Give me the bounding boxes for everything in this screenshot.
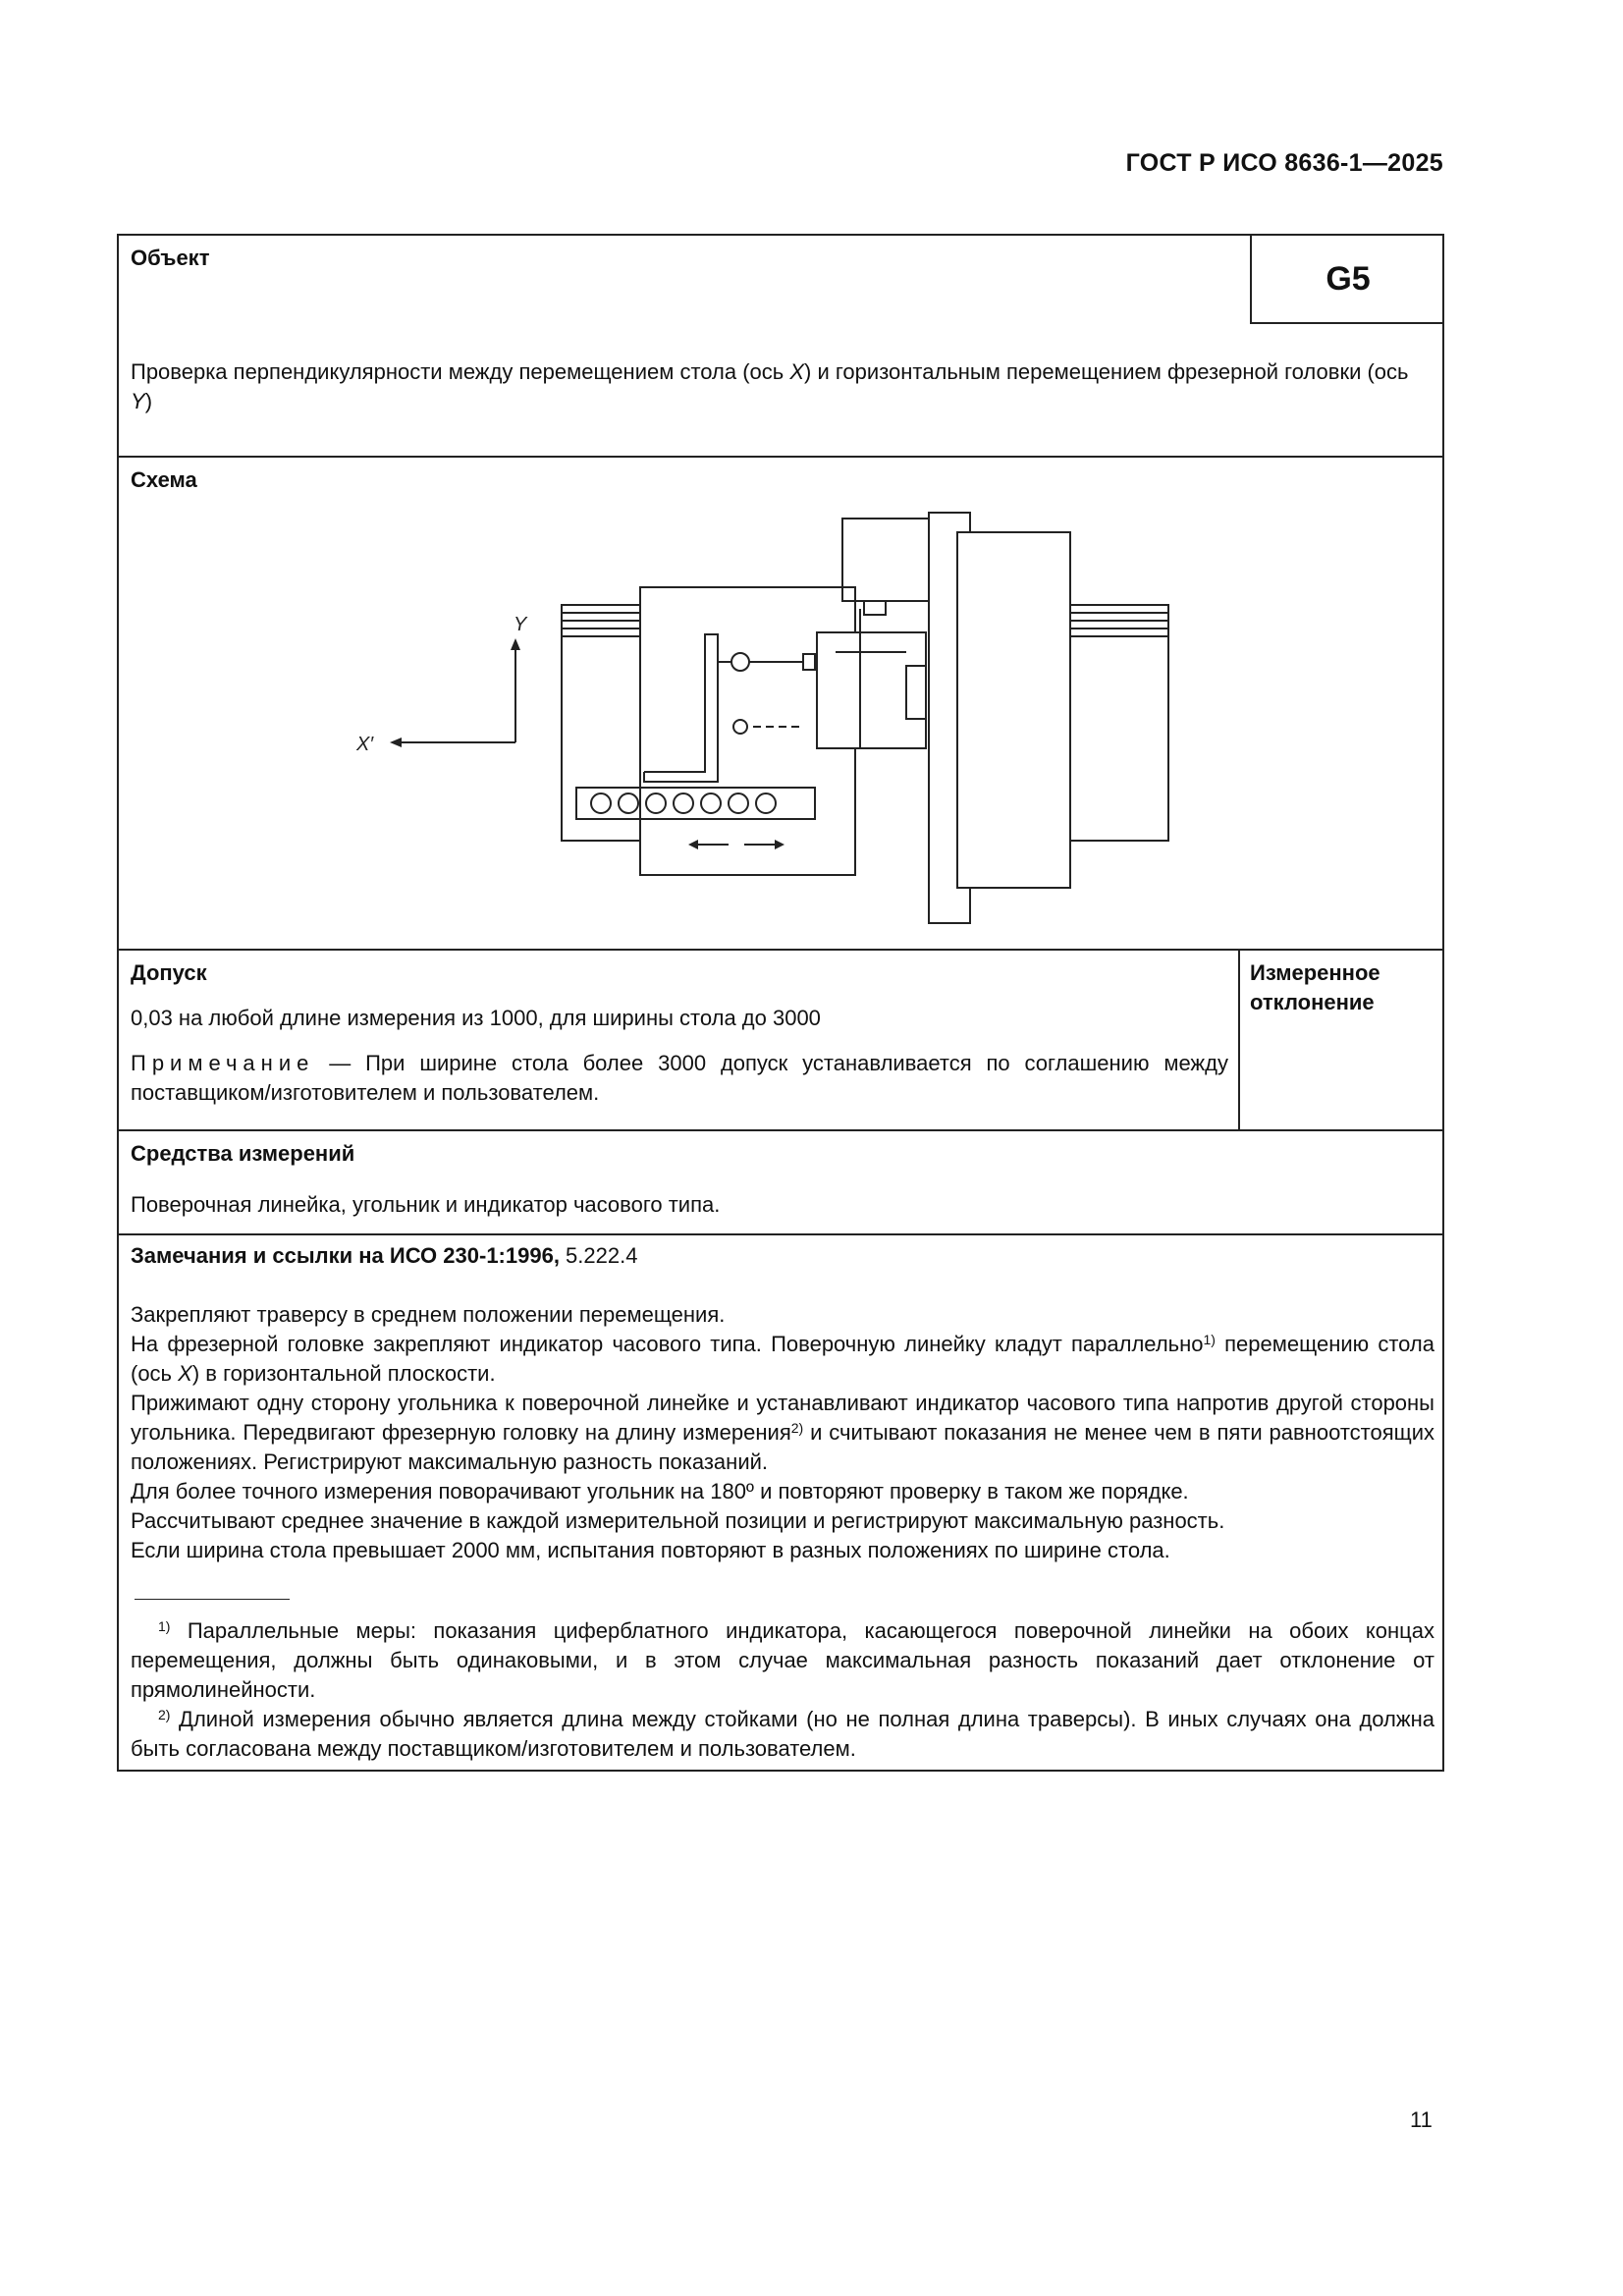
remarks-label: Замечания и ссылки на ИСО 230-1:1996, <box>131 1243 560 1268</box>
x-axis-arrowhead <box>390 738 402 747</box>
table <box>957 532 1070 888</box>
instruments-text: Поверочная линейка, угольник и индикатор часового типа. <box>131 1192 721 1217</box>
document-code: ГОСТ Р ИСО 8636-1—2025 <box>1125 149 1443 177</box>
note-label: Примечание <box>131 1051 315 1075</box>
motion-arrow-left-head <box>688 840 698 849</box>
indicator-holder-upper <box>803 654 815 670</box>
motion-arrow-right-head <box>775 840 784 849</box>
footnote-ref-1: 1) <box>1203 1332 1216 1347</box>
remarks-text <box>131 1300 1434 1565</box>
axis-x-label: X′ <box>356 734 374 755</box>
y-axis-arrowhead <box>511 638 520 650</box>
scheme-label: Схема <box>131 467 197 492</box>
remarks-paragraph-1: Закрепляют траверсу в среднем положении перемещения. <box>131 1302 726 1327</box>
footnotes <box>131 1616 1434 1764</box>
object-label: Объект <box>131 246 210 270</box>
axis-y-label: Y <box>514 614 527 635</box>
test-code-box <box>1250 236 1444 324</box>
note-text: — При ширине стола более 3000 допуск устанавливается по соглашению между поставщиком/изготовителем и пользователем. <box>131 1051 1228 1105</box>
upper-block-tab <box>864 601 886 615</box>
divider-tolerance-instruments <box>119 1129 1442 1131</box>
square <box>644 634 718 782</box>
footnote-ref-2: 2) <box>790 1420 804 1436</box>
tolerance-note <box>131 1049 1228 1108</box>
straight-edge <box>576 788 815 819</box>
divider-instruments-remarks <box>119 1233 1442 1235</box>
right-rails <box>1070 605 1168 841</box>
remarks-heading <box>131 1241 637 1271</box>
divider-tolerance-deviation <box>1238 949 1240 1129</box>
indicator-dial-lower <box>733 720 747 734</box>
divider-scheme-tolerance <box>119 949 1442 951</box>
milling-head <box>817 632 926 748</box>
tolerance-label: Допуск <box>131 960 207 985</box>
footnote-2: $^{2)}$ Длиной измерения обычно является длина между стойками (но не полная длина траверсы). В иных случаях она должна быть согласована между поставщиком/изготовителем и пользователем. <box>131 1707 1434 1761</box>
remarks-paragraph-6: Если ширина стола превышает 2000 мм, испытания повторяют в разных положениях по ширине стола. <box>131 1538 1170 1562</box>
footnote-separator <box>135 1599 290 1600</box>
remarks-paragraph-3: Прижимают одну сторону угольника к поверочной линейке и устанавливают индикатор часового типа напротив другой стороны угольника. Передвигают фрезерную головку на длину измерения$^{2)}$ и считывают показания не менее чем в пяти равноотстоящих положениях. Регистрируют максимальную разность показаний. <box>131 1391 1435 1474</box>
left-rails <box>562 605 640 841</box>
tolerance-value: 0,03 на любой длине измерения из 1000, для ширины стола до 3000 <box>131 1006 821 1030</box>
remarks-paragraph-2: На фрезерной головке закрепляют индикатор часового типа. Поверочную линейку кладут параллельно$^{1)}$ перемещению стола (ось X) в горизонтальной плоскости. <box>131 1332 1434 1386</box>
remarks-ref: 5.222.4 <box>559 1243 638 1268</box>
test-sheet-table <box>117 234 1444 1772</box>
instruments-label: Средства измерений <box>131 1141 355 1166</box>
machine-scheme-diagram <box>119 458 1442 929</box>
page-number: 11 <box>1410 2107 1433 2132</box>
test-code: G5 <box>1325 259 1371 298</box>
remarks-paragraph-4: Для более точного измерения поворачивают угольник на 180º и повторяют проверку в таком же порядке. <box>131 1479 1189 1503</box>
footnote-1: $^{1)}$ Параллельные меры: показания циферблатного индикатора, касающегося поверочной линейки на обоих концах перемещения, должны быть одинаковыми, и в этом случае максимальная разность показаний дает отклонение от прямолинейности. <box>131 1618 1434 1702</box>
indicator-dial-upper <box>731 653 749 671</box>
object-description: Проверка перпендикулярности между перемещением стола (ось X) и горизонтальным перемещением фрезерной головки (ось Y) <box>131 359 1409 413</box>
remarks-paragraph-5: Рассчитывают среднее значение в каждой измерительной позиции и регистрируют максимальную разность. <box>131 1508 1225 1533</box>
measured-deviation-label: Измеренное отклонение <box>1250 960 1380 1014</box>
